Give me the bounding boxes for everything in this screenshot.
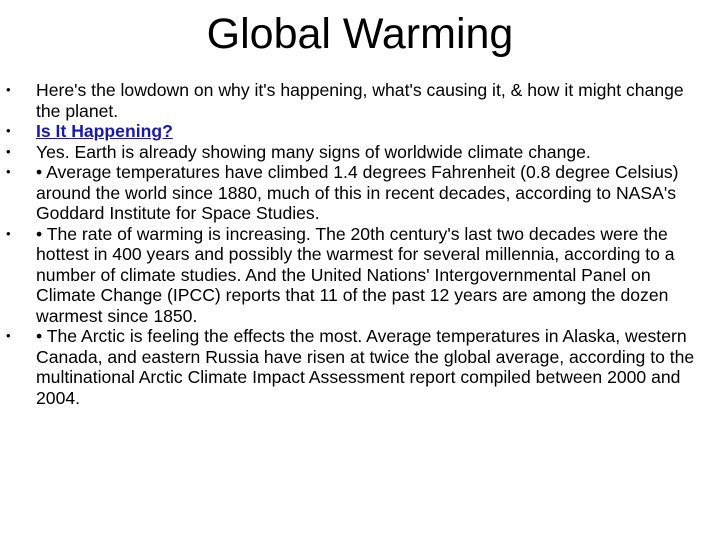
bullet-marker: • xyxy=(6,82,11,97)
bullet-text: Yes. Earth is already showing many signs of worldwide climate change. xyxy=(36,141,591,162)
bullet-marker: • xyxy=(6,143,11,159)
bullet-item-intro xyxy=(0,80,720,121)
bullet-text: • The rate of warming is increasing. The 20th century's last two decades were the hottest in 400 years and possibly the warmest for several millennia, according to a number of climate studies. And the United Nations' Intergovernmental Panel on Climate Change (IPCC) reports that 11 of the past 12 years are among the dozen warmest since 1850. xyxy=(36,223,675,326)
bullet-marker: • xyxy=(6,123,11,138)
bullet-item-rate-of-warming xyxy=(0,224,720,327)
bullet-text: Here's the lowdown on why it's happening, what's causing it, & how it might change the planet. xyxy=(36,80,684,121)
slide-title: Global Warming xyxy=(206,10,514,58)
bullet-item-yes xyxy=(0,142,720,163)
bullet-item-arctic xyxy=(0,326,720,408)
bullet-marker: • xyxy=(6,328,11,343)
bullet-marker: • xyxy=(6,225,11,241)
bullet-text: • The Arctic is feeling the effects the most. Average temperatures in Alaska, western Canada, and eastern Russia have risen at twice the global average, according to the multinational Arctic Climate Impact Assessment report compiled between 2000 and 2004. xyxy=(36,326,695,408)
bullet-list xyxy=(0,80,720,408)
bullet-item-average-temperatures xyxy=(0,162,720,224)
bullet-marker: • xyxy=(6,164,11,179)
is-it-happening-link[interactable]: Is It Happening? xyxy=(36,121,173,141)
bullet-text: • Average temperatures have climbed 1.4 degrees Fahrenheit (0.8 degree Celsius) around the world since 1880, much of this in recent decades, according to NASA's Goddard Institute for Space Studies. xyxy=(36,162,679,223)
bullet-item-is-it-happening[interactable] xyxy=(0,121,720,142)
